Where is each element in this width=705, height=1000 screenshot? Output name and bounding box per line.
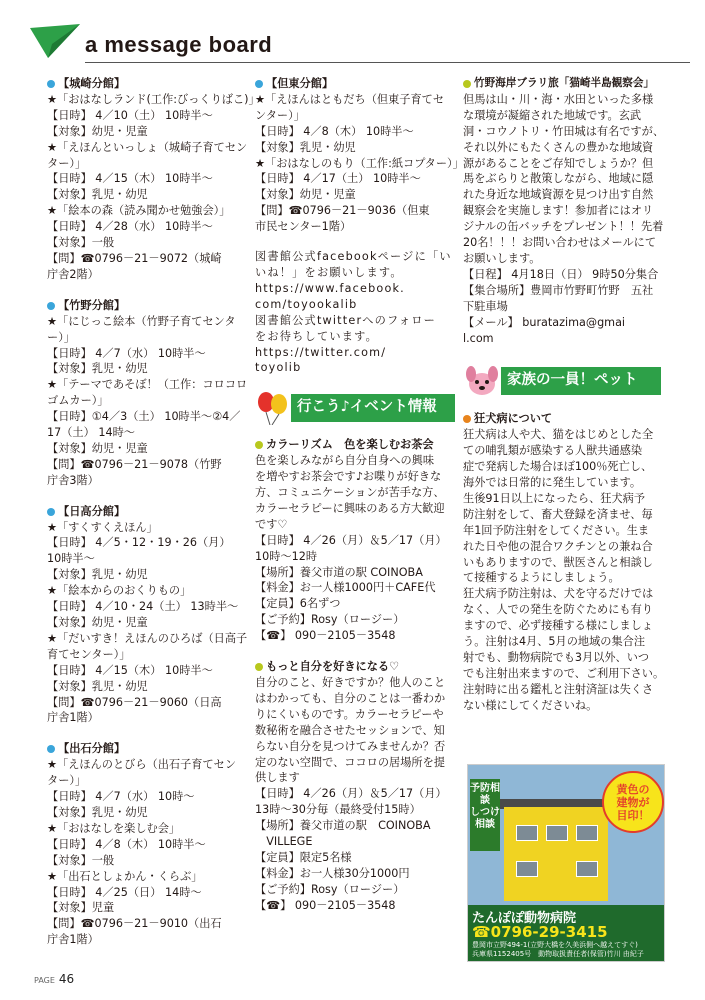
text-line: でも注射出来ますので、ご利用下さい。 [463, 666, 665, 680]
text-line: ンター）」 [255, 108, 305, 122]
section-title: 竹野海岸ブラリ旅「猫崎半島観察会」 [474, 77, 655, 89]
section-body [463, 427, 665, 713]
section-title: 【城崎分館】 [58, 77, 126, 90]
pet-banner [463, 361, 661, 401]
text-line: 下駐車場 [463, 299, 508, 313]
text-line: 【問】☎0796－21－9036（但東 [255, 204, 430, 218]
text-line: れた身近な地域資源を見つけ出す自然 [463, 188, 654, 202]
text-line: ★「えほんといっしょ（城崎子育てセン [47, 140, 248, 154]
ad-info-band [468, 905, 664, 961]
text-line: ★「おはなしランド(工作:びっくりばこ)」 [47, 92, 260, 106]
text-line: 庁舎2階） [47, 267, 99, 281]
text-line: です♡ [255, 517, 288, 531]
text-line: ター）」 [47, 774, 87, 788]
text-line: 【定員】限定5名様 [255, 850, 352, 864]
text-line: 【日時】 4／7（水） 10時半～ [47, 346, 206, 360]
page-number [34, 972, 74, 986]
text-line: 【メール】 buratazima@gmai [463, 315, 626, 329]
text-line: を増やすお茶会です♪お喋りが好きな [255, 470, 442, 484]
text-line: 【対象】幼児・児童 [47, 616, 148, 629]
text-line: 洞・コウノトリ・竹田城は有名ですが、 [463, 124, 665, 138]
text-line: をお待ちしています。 [255, 329, 378, 343]
text-line: 【日時】 4／26（月）＆5／17（月） [255, 787, 447, 801]
text-line: 生後91日以上になったら、狂犬病予 [463, 491, 646, 505]
text-line: 症で発病した場合ほぼ100％死亡し、 [463, 460, 653, 474]
text-line: 【対象】乳児・幼児 [47, 568, 148, 582]
section-title: 【但東分館】 [266, 77, 334, 90]
kyoken-section [463, 411, 665, 713]
text-line: いもありますので、獣医さんと相談し [463, 555, 653, 569]
text-line: 【ご予約】Rosy（ロージー） [255, 613, 405, 627]
text-line: 【対象】乳児・幼児 [255, 140, 356, 154]
text-line: 【日時】 4／10（土） 10時半～ [47, 108, 213, 122]
text-line: 【問】☎0796－21－9078（竹野 [47, 457, 222, 471]
section-body [255, 92, 464, 235]
event-banner-label: 行こう♪イベント情報 [291, 394, 455, 422]
text-line: 【対象】一般 [47, 853, 115, 867]
text-line: 図書館公式twitterへのフォロー [255, 313, 437, 327]
page-number-value: 46 [58, 972, 75, 986]
bullet-dot-icon [463, 80, 471, 88]
section-title: 【日高分館】 [58, 504, 126, 518]
text-line: l.com [463, 331, 494, 345]
bullet-dot-icon [255, 441, 263, 449]
column-2 [255, 76, 464, 929]
text-line: らない自分を見つけてみませんか？否 [255, 739, 446, 753]
text-line: 色を楽しみながら自分自身への興味 [255, 454, 435, 468]
text-line: 【場所】養父市道の駅 COINOBA [255, 819, 431, 833]
text-line: いね！」をお願いします。 [255, 265, 403, 279]
text-line: 注射時に出る鑑札と注射済証は失くさ [463, 682, 654, 696]
text-line: 【対象】乳児・幼児 [47, 679, 148, 693]
text-line: ゴムカー）」 [47, 394, 109, 408]
bullet-dot-icon [255, 80, 263, 88]
text-line: 【問】☎0796－21－9060（日高 [47, 695, 222, 709]
section-title: 【出石分館】 [58, 742, 126, 756]
title-rule [85, 62, 690, 63]
text-line: 市民センター1階） [255, 220, 352, 234]
text-line: 【日時】 4／17（土） 10時半～ [255, 172, 421, 186]
colorism-section [255, 437, 455, 644]
text-line: 防注射をして、畜犬登録を済ませ、毎 [463, 507, 653, 521]
column-3 [463, 76, 665, 729]
text-line: 【日程】 4月18日（日） 9時50分集合 [463, 267, 659, 281]
hospital-address: 豊岡市立野494-1(立野大橋を久美浜側へ越えてすぐ) [472, 941, 638, 949]
text-line: 庁舎3階） [47, 473, 99, 487]
bullet-dot-icon [47, 302, 55, 310]
hospital-license: 兵庫県1152405号 動物取扱責任者(保管)竹川 由紀子 [472, 950, 644, 958]
text-line: 源があることをご存知でしょうか？但 [463, 156, 654, 170]
text-line: 自分のこと、好きですか？他人のこと [255, 676, 446, 689]
text-line: 育てセンター）」 [47, 647, 131, 661]
text-line: 【日時】 4／15（木） 10時半～ [47, 172, 213, 186]
text-line: はわかっても、自分のことは一番わか [255, 691, 446, 705]
text-line: ー）」 [47, 330, 75, 344]
text-line: 但馬は山・川・海・水田といった多様 [463, 92, 654, 106]
izushi-section [47, 741, 245, 948]
text-line: 【日時】 4／25（日） 14時～ [47, 885, 202, 899]
text-line: 【対象】乳児・幼児 [47, 362, 148, 376]
text-line: 【日時】 4／15（木） 10時半～ [47, 663, 213, 677]
text-line: 狂犬病予防注射は、犬を守るだけでは [463, 587, 654, 601]
tanto-section [255, 76, 464, 376]
section-title: 【竹野分館】 [58, 298, 126, 312]
section-title: 狂犬病について [474, 412, 553, 426]
column-1 [47, 76, 260, 963]
text-line: 年1回予防注射をしてください。生ま [463, 523, 650, 537]
text-line: ★「絵本の森（読み聞かせ勉強会）」 [47, 204, 231, 218]
text-line: 【☎】 090－2105－3548 [255, 629, 396, 643]
pet-banner-label: 家族の一員！ペット [501, 367, 661, 395]
text-line: 【日時】 4／8（木） 10時半～ [47, 837, 206, 851]
bullet-dot-icon [47, 745, 55, 753]
text-line: 【定員】6名ずつ [255, 597, 341, 611]
bullet-dot-icon [255, 663, 263, 671]
section-title: カラーリズム 色を楽しむお茶会 [266, 438, 434, 452]
text-line: て接種するようにしましょう。 [463, 571, 620, 585]
text-line: ★「おはなしのもり（工作:紙コプター）」 [255, 156, 464, 170]
text-line: 数秘術を融合させたセッションで、知 [255, 723, 445, 737]
page-label: PAGE [34, 976, 55, 985]
section-body [47, 92, 260, 283]
text-line: 【料金】お一人様30分1000円 [255, 866, 410, 880]
text-line: 【日時】 4／10・24（土） 13時半～ [47, 600, 239, 614]
text-line: 13時～30分毎（最終受付15時） [255, 803, 421, 817]
animal-hospital-ad [467, 764, 665, 962]
text-line: 【日時】 4／8（木） 10時半～ [255, 124, 414, 138]
text-line: https://www.facebook. [255, 281, 405, 295]
page-title: a message board [85, 32, 273, 57]
text-line: ★「絵本からのおくりもの」 [47, 584, 192, 598]
text-line: ますので、必ず接種する様にしましょ [463, 619, 653, 633]
text-line: 【対象】児童 [47, 901, 115, 915]
hospital-name: たんぽぽ動物病院 [472, 911, 577, 926]
bullet-dot-icon [463, 415, 471, 423]
library-sns-info [255, 249, 455, 376]
text-line: com/toyookalib [255, 297, 358, 311]
section-title: もっと自分を好きになる♡ [266, 660, 400, 674]
text-line: 10時～12時 [255, 549, 318, 563]
text-line: 狂犬病は人や犬、猫をはじめとした全 [463, 428, 654, 442]
text-line: 庁舎1階） [47, 711, 99, 725]
text-line: 【場所】養父市道の駅 COINOBA [255, 565, 423, 579]
text-line: 【日時】①4／3（土） 10時半～②4／ [47, 410, 241, 424]
text-line: 【問】☎0796－21－9072（城崎 [47, 251, 222, 265]
section-body [255, 453, 455, 644]
text-line: ★「おはなしを楽しむ会」 [47, 821, 181, 835]
dog-icon [463, 362, 501, 400]
text-line: toyolib [255, 361, 302, 375]
text-line: ★「だいすき！えほんのひろば（日高子 [47, 631, 248, 645]
text-line: 【日時】 4／28（水） 10時半～ [47, 220, 213, 234]
takeno-bura-section [463, 76, 665, 346]
text-line: 【対象】乳児・幼児 [47, 805, 148, 819]
event-banner [255, 391, 455, 425]
text-line: ない様にしてくださいね。 [463, 698, 598, 712]
section-body [47, 757, 245, 948]
text-line: 馬をぶらりと散策しながら、地域に隠 [463, 172, 654, 186]
text-line: ★「テーマであそぼ！（工作：コロコロ [47, 378, 248, 392]
text-line: 庁舎1階） [47, 933, 99, 947]
text-line: 【料金】お一人様1000円＋CAFE代 [255, 581, 436, 595]
balloons-icon [255, 391, 291, 425]
text-line: りにくいものです。カラーセラピーや [255, 707, 444, 721]
text-line: それ以外にもたくさんの豊かな地域資 [463, 140, 654, 154]
text-line: 観察会を実施します！参加者にはオリ [463, 204, 654, 218]
text-line: ★「えほんはともだち（但東子育てセ [255, 92, 445, 106]
text-line: 20名！！！お問い合わせはメールにて [463, 236, 657, 250]
text-line: な環境が凝縮された地域です。玄武 [463, 108, 642, 122]
text-line: 【日時】 4／5・12・19・26（月） [47, 536, 231, 550]
text-line: 【☎】 090－2105－3548 [255, 898, 396, 912]
text-line: う。注射は4月、5月の地域の集合注 [463, 635, 646, 649]
text-line: 【対象】幼児・児童 [255, 188, 356, 202]
consult-tag: 予防相談 しつけ相談 [470, 779, 500, 851]
text-line: カラーセラピーに興味のある方大歓迎 [255, 501, 445, 515]
landmark-badge: 黄色の 建物が 目印！ [602, 771, 664, 833]
text-line: 供します [255, 771, 300, 785]
text-line: 【ご予約】Rosy（ロージー） [255, 882, 405, 896]
paper-plane-icon [30, 24, 80, 58]
text-line: 定のない空間で、ココロの居場所を提 [255, 755, 445, 769]
hidaka-section [47, 504, 248, 727]
text-line: 【問】☎0796－21－9010（出石 [47, 917, 222, 931]
hospital-building [504, 807, 608, 901]
text-line: 【対象】幼児・児童 [47, 124, 148, 138]
text-line: 【対象】乳児・幼児 [47, 188, 148, 202]
text-line: お願いします。 [463, 251, 541, 265]
text-line: 【対象】一般 [47, 236, 115, 250]
text-line: 方、コミュニケーションが苦手な方、 [255, 486, 445, 500]
section-body [463, 92, 665, 347]
text-line: ★「すくすくえほん」 [47, 520, 158, 534]
text-line: 【日時】 4／26（月）＆5／17（月） [255, 533, 447, 547]
text-line: VILLEGE [255, 835, 313, 849]
text-line: 【集合場所】豊岡市竹野町竹野 五社 [463, 283, 654, 297]
text-line: 図書館公式facebookページに「い [255, 250, 452, 264]
kinosaki-section [47, 76, 260, 283]
text-line: ての哺乳類が感染する人獣共通感染 [463, 444, 643, 458]
text-line: なく、人での発生を防ぐためにも有り [463, 603, 653, 617]
text-line: 17（土） 14時～ [47, 426, 135, 440]
text-line: ★「出石としょかん・くらぶ」 [47, 869, 203, 883]
section-body [255, 675, 455, 914]
text-line: ★「えほんのとびら（出石子育てセン [47, 758, 237, 772]
text-line: 10時半～ [47, 552, 95, 566]
page-header [30, 14, 690, 74]
text-line: 海外では日常的に発生しています。 [463, 476, 642, 490]
text-line: ★「にじっこ絵本（竹野子育てセンタ [47, 314, 236, 328]
text-line: 【対象】幼児・児童 [47, 441, 148, 455]
hospital-phone: ☎0796-29-3415 [472, 923, 608, 941]
section-body [47, 520, 248, 727]
text-line: ジナルの缶バッチをプレゼント！！先着 [463, 220, 664, 234]
takeno-section [47, 298, 248, 489]
motto-section [255, 659, 455, 914]
text-line: 【日時】 4／7（水） 10時～ [47, 790, 195, 804]
bullet-dot-icon [47, 80, 55, 88]
text-line: https://twitter.com/ [255, 345, 387, 359]
text-line: 射でも、動物病院でも3月以外、いつ [463, 651, 650, 664]
section-body [47, 314, 248, 489]
text-line: れた日や他の混合ワクチンとの兼ね合 [463, 539, 653, 553]
text-line: ター）」 [47, 156, 87, 170]
bullet-dot-icon [47, 508, 55, 516]
